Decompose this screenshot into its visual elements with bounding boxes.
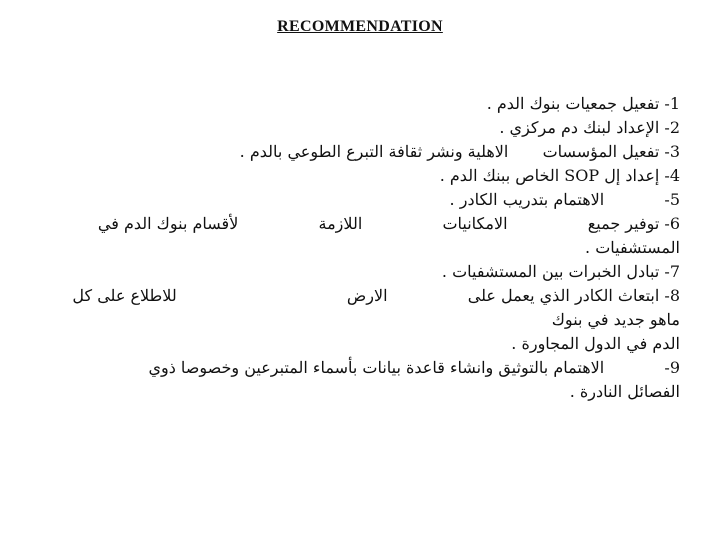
list-item [80, 260, 680, 284]
item-text: الفصائل النادرة . [569, 382, 680, 401]
list-item [80, 188, 680, 212]
item-text: الارض [346, 286, 388, 305]
list-item [80, 116, 680, 140]
item-text: ابتعاث الكادر الذي يعمل على [467, 286, 660, 305]
item-text: إعداد إل [604, 166, 660, 185]
item-number: 5- [664, 190, 680, 209]
list-item [80, 92, 680, 116]
item-number: 7- [664, 262, 680, 281]
item-number: 2- [664, 118, 680, 137]
item-text: الامكانيات [442, 214, 508, 233]
item-text: تفعيل المؤسسات [542, 142, 660, 161]
item-text: المستشفيات . [585, 238, 680, 257]
item-text: توفير جميع [587, 214, 660, 233]
item-text: الاهتمام بالتوثيق وانشاء قاعدة بيانات بأسماء المتبرعين وخصوصا ذوي [148, 358, 605, 377]
list-item [80, 164, 680, 188]
item-text: تفعيل جمعيات بنوك الدم . [486, 94, 660, 113]
item-text: الاهتمام بتدريب الكادر . [449, 190, 605, 209]
item-text: للاطلاع على كل [72, 286, 177, 305]
list-item [80, 356, 680, 380]
item-text: الخاص ببنك الدم . [439, 166, 560, 185]
list-item-continuation [80, 236, 680, 260]
item-number: 1- [664, 94, 680, 113]
list-item-continuation [80, 332, 680, 356]
list-item [80, 140, 680, 164]
item-text: الاهلية ونشر ثقافة التبرع الطوعي بالدم . [239, 142, 509, 161]
list-item [80, 212, 680, 236]
item-number: 3- [664, 142, 680, 161]
document-title: RECOMMENDATION [277, 18, 443, 35]
item-number: 8- [664, 286, 680, 305]
item-number: 6- [664, 214, 680, 233]
item-text: الدم في الدول المجاورة . [511, 334, 680, 353]
sop-term: SOP [564, 166, 600, 185]
list-item [72, 284, 680, 308]
item-text: اللازمة [318, 214, 363, 233]
list-item-continuation [80, 308, 680, 332]
item-text: الإعداد لبنك دم مركزي . [499, 118, 660, 137]
list-item-continuation [80, 380, 680, 404]
recommendation-list [72, 92, 680, 404]
item-number: 4- [664, 166, 680, 185]
item-text: تبادل الخبرات بين المستشفيات . [441, 262, 660, 281]
item-text: لأقسام بنوك الدم في [97, 214, 239, 233]
item-number: 9- [664, 358, 680, 377]
item-text: ماهو جديد في بنوك [551, 310, 680, 329]
